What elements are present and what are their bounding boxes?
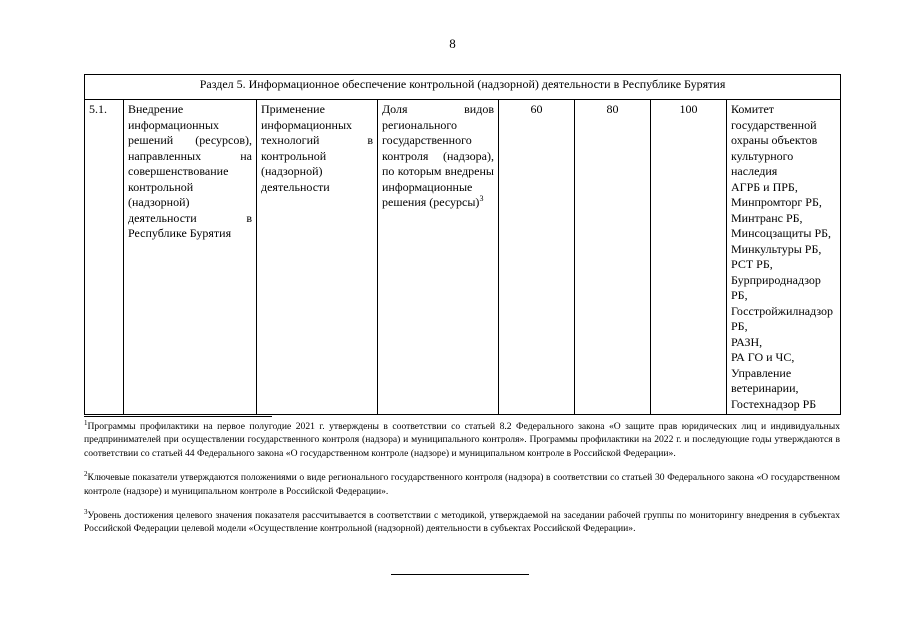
responsible-item: Минпромторг РБ, [731, 195, 822, 209]
footnote-mark: 2 [84, 470, 88, 479]
responsible-item: Бурприроднадзор РБ, [731, 272, 821, 302]
indicator-footnote-mark: 3 [479, 194, 484, 203]
footnote-3 [84, 509, 840, 536]
measure-cell: Внедрение информационных решений (ресурсов), направленных на совершенствование контрольной (надзорной) деятельности в Республике Бурятия [124, 100, 257, 415]
responsible-item: Комитет государственной охраны объектов культурного наследия [731, 102, 818, 178]
page-number: 8 [449, 36, 456, 51]
footnote-mark: 1 [84, 418, 88, 427]
section-row [85, 75, 841, 100]
section-title: Раздел 5. Информационное обеспечение контрольной (надзорной) деятельности в Республике Бурятия [85, 75, 841, 100]
footnote-1 [84, 420, 840, 460]
responsible-item: Госстройжилнадзор РБ, [731, 303, 834, 333]
measures-table [84, 74, 841, 415]
responsible-item: Гостехнадзор РБ [731, 396, 817, 411]
value-cell-3: 100 [651, 100, 727, 415]
value-cell-2: 80 [575, 100, 651, 415]
mechanism-cell: Применение информационных технологий в контрольной (надзорной) деятельности [257, 100, 378, 415]
footnote-2 [84, 471, 840, 498]
responsible-item: Управление ветеринарии, [731, 365, 799, 395]
responsible-item: Минкультуры РБ, [731, 241, 822, 256]
indicator-text: Доля видов регионального государственного контроля (надзора), по которым внедрены информационные решения (ресурсы) [382, 102, 494, 209]
footnote-text: Уровень достижения целевого значения показателя рассчитывается в соответствии с методикой, утверждаемой на заседании рабочей группы по мониторингу внедрения в субъектах Российской Федерации целевой модели «Осуществление контрольной (надзорной) деятельности в субъектах Российской Федерации». [84, 510, 840, 535]
footnote-divider [84, 416, 272, 417]
responsible-item: Минтранс РБ, [731, 210, 803, 225]
end-divider [391, 574, 529, 575]
responsible-item: РСТ РБ, [731, 257, 773, 271]
row-index: 5.1. [85, 100, 124, 415]
footnotes [84, 420, 840, 547]
indicator-cell [378, 100, 499, 415]
responsible-item: РА ГО и ЧС, [731, 350, 795, 364]
value-cell-1: 60 [499, 100, 575, 415]
responsible-item: РАЗН, [731, 334, 763, 349]
responsible-item: Минсоцзащиты РБ, [731, 226, 832, 240]
table-row [85, 100, 841, 415]
footnote-text: Программы профилактики на первое полугодие 2021 г. утверждены в соответствии со статьей 8.2 Федерального закона «О защите прав юридических лиц и индивидуальных предпринимателей при осуществлении государственного контроля (надзора) и муниципального контроля». Программы профилактики на 2022 г. и последующие годы утверждаются в соответствии со статьей 44 Федерального закона «О государственном контроле (надзоре) и муниципальном контроле в Российской Федерации». [84, 421, 840, 459]
footnote-text: Ключевые показатели утверждаются положениями о виде регионального государственного контроля (надзора) в соответствии со статьей 30 Федерального закона «О государственном контроле (надзоре) и муниципальном контроле в Российской Федерации». [84, 472, 840, 497]
footnote-mark: 3 [84, 507, 88, 516]
responsible-item: АГРБ и ПРБ, [731, 179, 798, 194]
responsible-cell [727, 100, 841, 415]
